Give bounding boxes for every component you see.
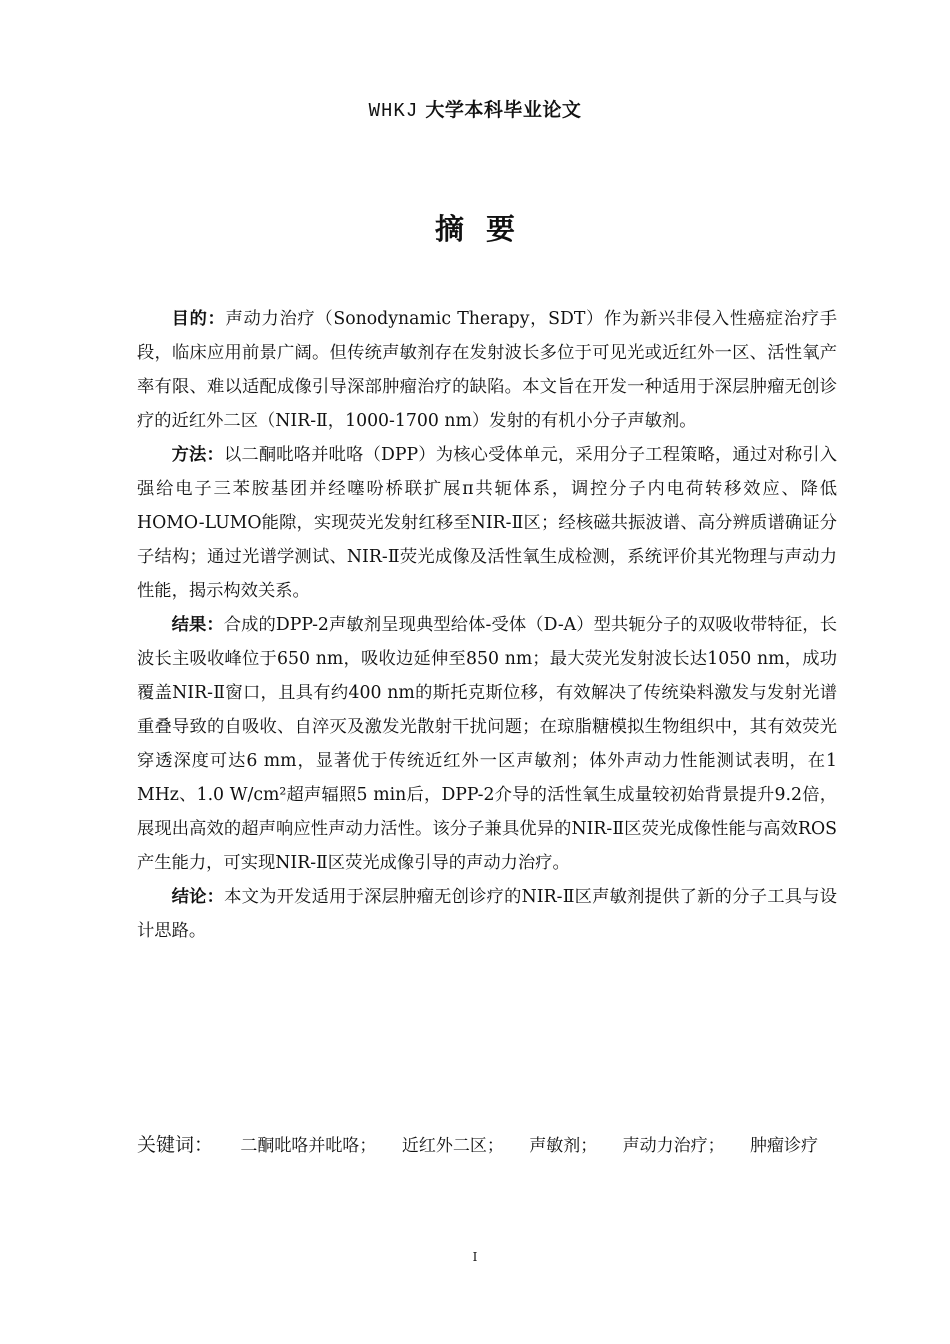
purpose-paragraph	[137, 302, 837, 438]
keyword-item: 声动力治疗；	[622, 1136, 725, 1156]
page-title: 摘要	[434, 212, 537, 246]
conclusion-text: 本文为开发适用于深层肿瘤无创诊疗的NIR-Ⅱ区声敏剂提供了新的分子工具与设计思路。	[137, 887, 837, 941]
result-paragraph	[137, 608, 837, 880]
method-paragraph	[137, 438, 837, 608]
result-label: 结果：	[171, 615, 224, 635]
keyword-item: 二酮吡咯并吡咯；	[240, 1136, 377, 1156]
method-text: 以二酮吡咯并吡咯（DPP）为核心受体单元，采用分子工程策略，通过对称引入强给电子三苯胺基团并经噻吩桥联扩展π共轭体系，调控分子内电荷转移效应、降低HOMO-LUMO能隙，实现荧光发射红移至NIR-Ⅱ区；经核磁共振波谱、高分辨质谱确证分子结构；通过光谱学测试、NIR-Ⅱ荧光成像及活性氧生成检测，系统评价其光物理与声动力性能，揭示构效关系。	[137, 445, 837, 601]
purpose-label: 目的：	[171, 309, 226, 329]
page-number: I	[472, 1250, 478, 1264]
method-label: 方法：	[171, 445, 224, 465]
keyword-item: 声敏剂；	[529, 1136, 598, 1156]
keyword-item: 肿瘤诊疗	[750, 1136, 819, 1156]
header-title: 大学本科毕业论文	[425, 99, 582, 121]
header-latin: WHKJ	[368, 100, 419, 122]
keywords-label: 关键词：	[137, 1134, 214, 1156]
abstract-body	[137, 302, 837, 948]
conclusion-label: 结论：	[171, 887, 225, 907]
keywords-line	[137, 1128, 857, 1163]
keyword-item: 近红外二区；	[401, 1136, 504, 1156]
running-header	[0, 95, 950, 122]
conclusion-paragraph	[137, 880, 837, 948]
result-text: 合成的DPP-2声敏剂呈现典型给体-受体（D-A）型共轭分子的双吸收带特征，长波长主吸收峰位于650 nm，吸收边延伸至850 nm；最大荧光发射波长达1050 nm，成功覆盖NIR-Ⅱ窗口，且具有约400 nm的斯托克斯位移，有效解决了传统染料激发与发射光谱重叠导致的自吸收、自淬灭及激发光散射干扰问题；在琼脂糖模拟生物组织中，其有效荧光穿透深度可达6 mm，显著优于传统近红外一区声敏剂；体外声动力性能测试表明，在1 MHz、1.0 W/cm²超声辐照5 min后，DPP-2介导的活性氧生成量较初始背景提升9.2倍，展现出高效的超声响应性声动力活性。该分子兼具优异的NIR-Ⅱ区荧光成像性能与高效ROS产生能力，可实现NIR-Ⅱ区荧光成像引导的声动力治疗。	[137, 615, 837, 873]
purpose-text: 声动力治疗（Sonodynamic Therapy，SDT）作为新兴非侵入性癌症治疗手段，临床应用前景广阔。但传统声敏剂存在发射波长多位于可见光或近红外一区、活性氧产率有限、难以适配成像引导深部肿瘤治疗的缺陷。本文旨在开发一种适用于深层肿瘤无创诊疗的近红外二区（NIR-Ⅱ，1000-1700 nm）发射的有机小分子声敏剂。	[137, 309, 837, 431]
